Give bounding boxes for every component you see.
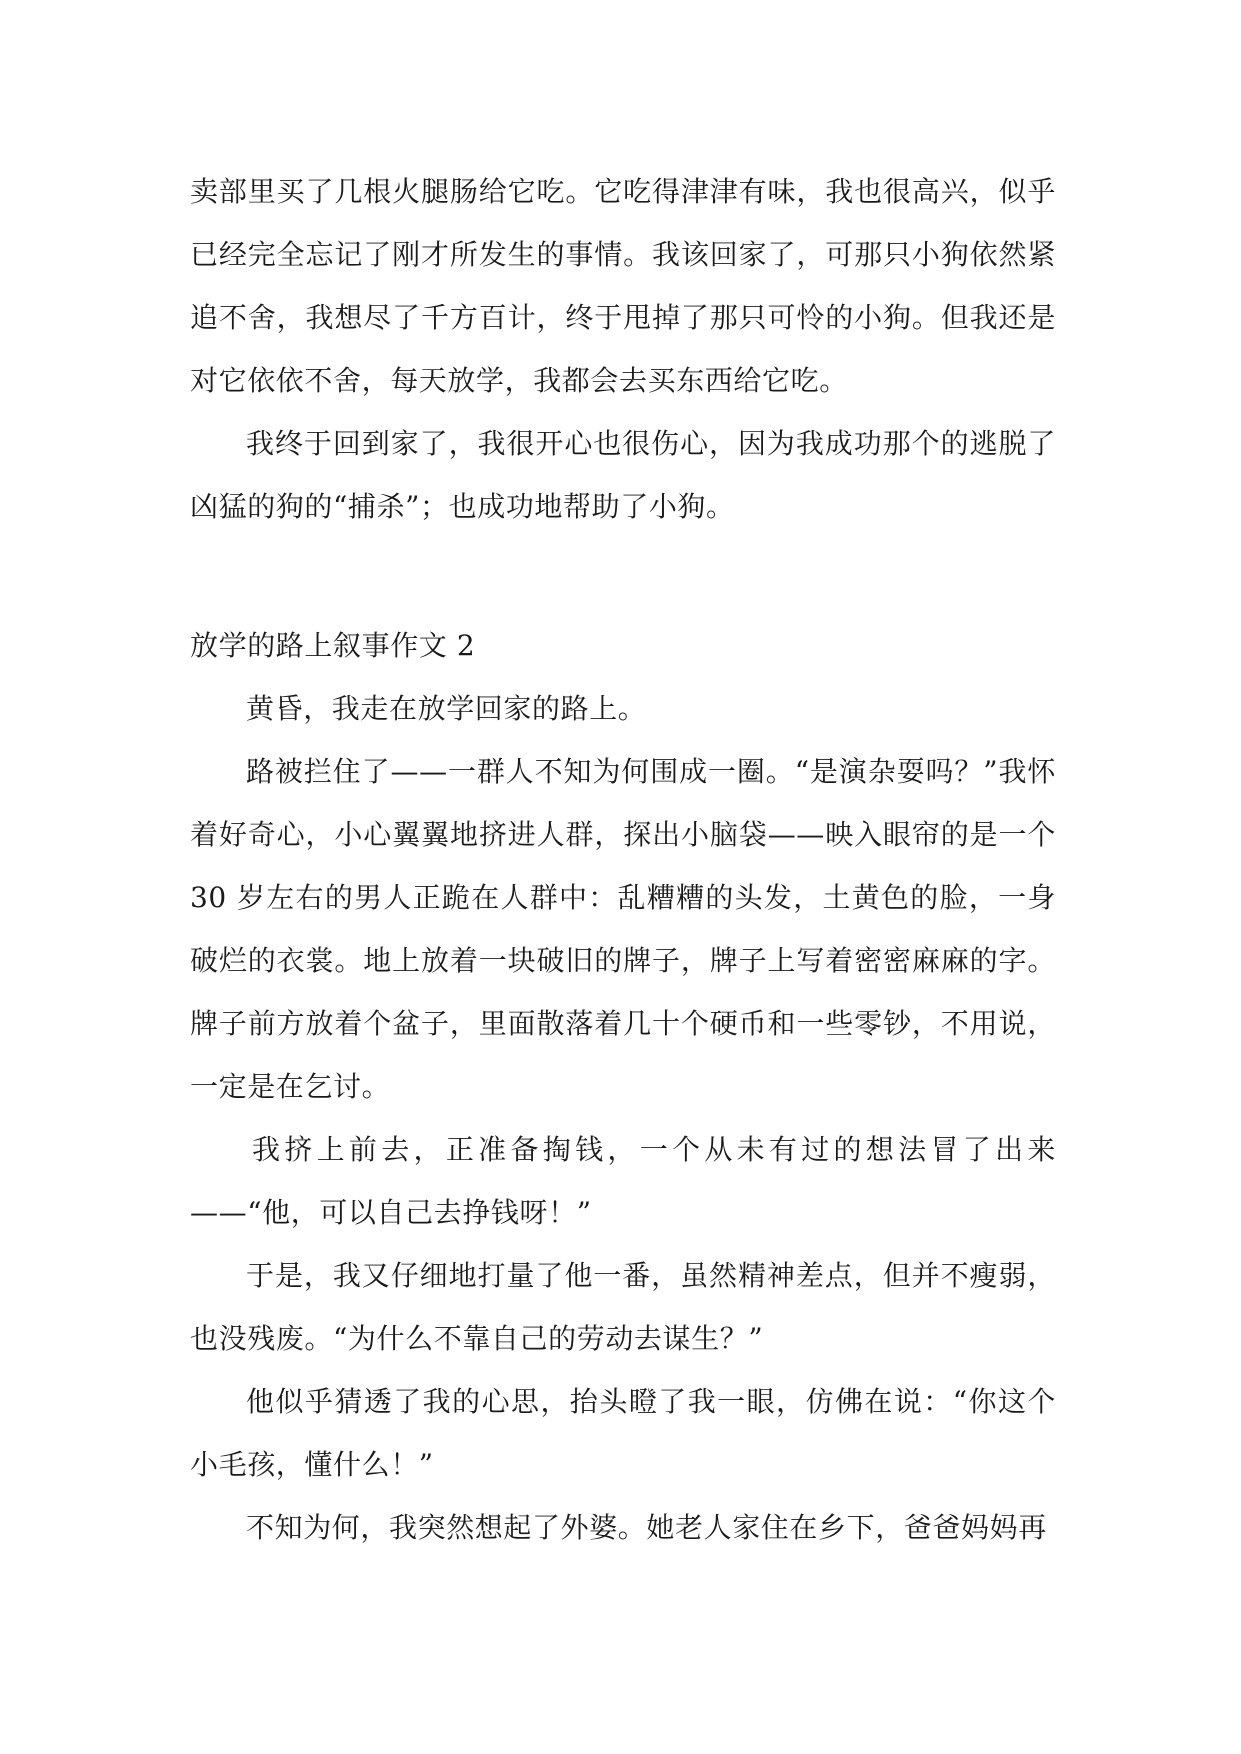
paragraph-line: 我挤上前去，正准备掏钱，一个从未有过的想法冒了出来: [252, 1133, 1056, 1166]
paragraph: 不知为何，我突然想起了外婆。她老人家住在乡下，爸爸妈妈再: [246, 1511, 1047, 1544]
paragraph: 路被拦住了——一群人不知为何围成一圈。“是演杂耍吗？”我怀着好奇心，小心翼翼地挤进人群，探出小脑袋——映入眼帘的是一个 30 岁左右的男人正跪在人群中：乱糟糟的头发，土黄色的脸，一身破烂的衣裳。地上放着一块破旧的牌子，牌子上写着密密麻麻的字。牌子前方放着个盆子，里面散落着几十个硬币和一些零钞，不用说，一定是在乞讨。: [190, 755, 1056, 1103]
paragraph: 我终于回到家了，我很开心也很伤心，因为我成功那个的逃脱了凶猛的狗的“捕杀”；也成功地帮助了小狗。: [190, 427, 1056, 523]
section-gap: [190, 538, 1056, 614]
document-body: [190, 160, 1056, 1559]
paragraph-line: ——“他，可以自己去挣钱呀！”: [190, 1196, 592, 1229]
paragraph: 卖部里买了几根火腿肠给它吃。它吃得津津有味，我也很高兴，似乎已经完全忘记了刚才所发生的事情。我该回家了，可那只小狗依然紧追不舍，我想尽了千方百计，终于甩掉了那只可怜的小狗。但我还是对它依依不舍，每天放学，我都会去买东西给它吃。: [190, 175, 1056, 397]
paragraph: 他似乎猜透了我的心思，抬头瞪了我一眼，仿佛在说：“你这个小毛孩，懂什么！”: [190, 1385, 1056, 1481]
essay-title: 放学的路上叙事作文 2: [190, 629, 476, 662]
paragraph: 黄昏，我走在放学回家的路上。: [246, 692, 647, 725]
paragraph: 于是，我又仔细地打量了他一番，虽然精神差点，但并不瘦弱，也没残废。“为什么不靠自己的劳动去谋生？”: [190, 1259, 1056, 1355]
paragraph: [190, 1118, 1056, 1244]
